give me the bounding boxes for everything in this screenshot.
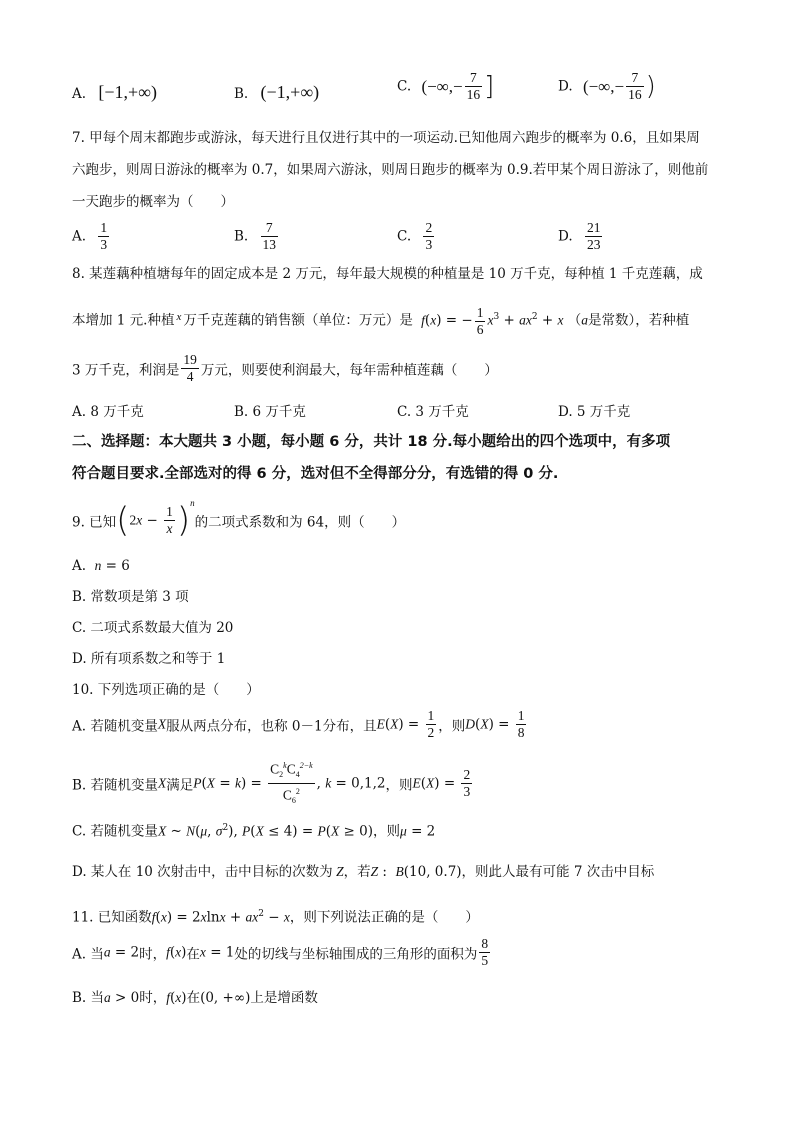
q8-option-d: D. 5 万千克: [558, 404, 631, 420]
q7-option-d: D. $\frac{21}{23}$: [558, 220, 601, 252]
q9-option-c: C. 二项式系数最大值为 20: [72, 620, 234, 636]
q11-title: 11. 已知函数$f(x) = 2xlnx + ax^2 - x$，则下列说法正确的是（ ）: [72, 909, 479, 926]
q10-option-a: A. 若随机变量X服从两点分布，也称 0－1分布，且E(X) = $\frac{1}{2}$ ，则D(X) = $\frac{1}{8}$: [72, 708, 525, 740]
q8-line-2: 本增加 1 元.种植 $^x$ 万千克莲藕的销售额（单位：万元）是 f(x) = − $\frac{1}{6}$ $x^3 + ax^2 + x$ （a是常数），若种植: [72, 304, 690, 337]
q10-option-b: B. 若随机变量X满足P(X = k) = $\frac{C_2^kC_4^{2-k}}{C_6^2}$ , k = 0,1,2，则E(X) = $\frac{2}{3}$: [72, 758, 474, 809]
q11-option-a: A. 当a = 2时，f(x)在x = 1处的切线与坐标轴围成的三角形的面积为 $\frac{8}{5}$: [72, 936, 489, 968]
q8-option-c: C. 3 万千克: [397, 404, 469, 420]
q7-option-c: C. $\frac{2}{3}$: [397, 220, 433, 252]
q6-option-a: A. [−1,+∞): [72, 82, 157, 102]
q8-option-b: B. 6 万千克: [234, 404, 306, 420]
q8-line-3: 3 万千克，利润是 $\frac{19}{4}$ 万元，则要使利润最大，每年需种植莲藕（ ）: [72, 352, 498, 384]
q10-title: 10. 下列选项正确的是（ ）: [72, 682, 260, 698]
q9-stem: 9. 已知(2x − $\frac{1}{x}$ )$^n$的二项式系数和为 64，则（ ）: [72, 498, 406, 541]
q11-option-b: B. 当a > 0时，f(x)在(0, +∞)上是增函数: [72, 990, 318, 1006]
q7-option-a: A. $\frac{1}{3}$: [72, 220, 108, 252]
q7-line-1: 7. 甲每个周末都跑步或游泳，每天进行且仅进行其中的一项运动.已知他周六跑步的概率为 0.6，且如果周: [72, 130, 700, 146]
section-2-heading-line-2: 符合题目要求.全部选对的得 6 分，选对但不全得部分分，有选错的得 0 分.: [72, 466, 559, 482]
q7-line-3: 一天跑步的概率为（ ）: [72, 194, 234, 210]
q8-option-a: A. 8 万千克: [72, 404, 144, 420]
q6-option-b-value: (−1,+∞): [260, 82, 320, 102]
q7-option-b: B. $\frac{7}{13}$: [234, 220, 277, 252]
q8-line-1: 8. 某莲藕种植塘每年的固定成本是 2 万元，每年最大规模的种植量是 10 万千克，每种植 1 千克莲藕，成: [72, 266, 703, 282]
q9-option-a: A. n = 6: [72, 558, 130, 574]
q10-option-d: D. 某人在 10 次射击中，击中目标的次数为 Z，若Z : B(10, 0.7)，则此人最有可能 7 次击中目标: [72, 864, 655, 880]
q9-option-d: D. 所有项系数之和等于 1: [72, 651, 226, 667]
section-2-heading-line-1: 二、选择题：本大题共 3 小题，每小题 6 分，共计 18 分.每小题给出的四个选项中，有多项: [72, 434, 671, 450]
q6-option-b: B. (−1,+∞): [234, 82, 320, 102]
q7-line-2: 六跑步，则周日游泳的概率为 0.7，如果周六游泳，则周日跑步的概率为 0.9.若甲某个周日游泳了，则他前: [72, 162, 709, 178]
q6-option-d: D. (−∞,− $\frac{7}{16}$ ): [558, 70, 656, 102]
q10-option-c: C. 若随机变量X ~ N(μ, $\sigma^2$), P(X ≤ 4) = P(X ≥ 0)，则μ = 2: [72, 823, 436, 840]
q6-option-c: C. (−∞,− $\frac{7}{16}$ ]: [397, 70, 495, 102]
q9-option-b: B. 常数项是第 3 项: [72, 589, 189, 605]
q6-option-a-value: [−1,+∞): [98, 82, 157, 102]
